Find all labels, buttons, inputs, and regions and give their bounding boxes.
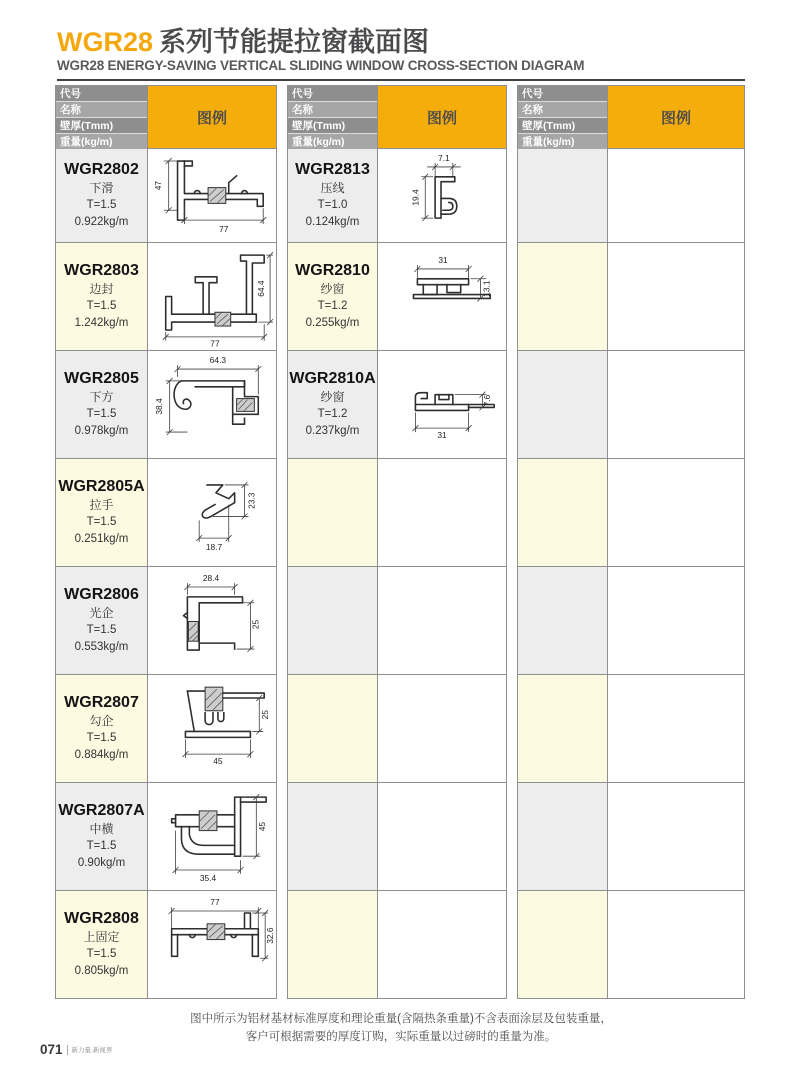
dim-width: 28.4: [202, 573, 220, 584]
profile-code: WGR2805A: [58, 478, 145, 495]
profile-name: 边封: [89, 282, 114, 296]
diagram-cell-empty: [378, 459, 506, 566]
diagram-cell: [148, 567, 276, 674]
dim-height: 25: [260, 710, 271, 720]
table-row-empty: [288, 782, 506, 890]
page-footer: [40, 1042, 112, 1057]
dim-height: 13.1: [481, 280, 492, 297]
profile-weight: 0.90kg/m: [77, 857, 126, 869]
header-name-label: 名称: [288, 102, 377, 118]
dim-width: 7.1: [438, 153, 450, 164]
label-cell-empty: [518, 243, 608, 350]
diagram-cell-empty: [608, 675, 744, 782]
header-name-label: 名称: [56, 102, 147, 118]
profile-weight: 0.255kg/m: [305, 317, 360, 329]
profile-diagram-wgr2806: [148, 567, 276, 674]
profile-thickness: T=1.0: [317, 199, 348, 211]
dim-width: 77: [219, 223, 229, 234]
profile-name: 上固定: [83, 930, 120, 944]
diagram-cell: [148, 675, 276, 782]
diagram-cell-empty: [608, 783, 744, 890]
profile-diagram-wgr2805a: [148, 459, 276, 566]
diagram-cell-empty: [608, 149, 744, 242]
header-legend-label: 图例: [378, 86, 506, 148]
profile-name: 纱窗: [320, 390, 345, 404]
label-cell: [56, 243, 148, 350]
diagram-cell-empty: [378, 567, 506, 674]
diagram-cell: [148, 243, 276, 350]
profile-weight: 0.553kg/m: [74, 641, 129, 653]
diagram-cell: [378, 243, 506, 350]
profile-name: 压线: [320, 181, 345, 195]
profile-thickness: T=1.5: [86, 948, 117, 960]
table-row-wgr2802: [56, 148, 276, 242]
profile-diagram-wgr2803: [148, 243, 276, 350]
profile-thickness: T=1.5: [86, 300, 117, 312]
profile-weight: 0.978kg/m: [74, 425, 129, 437]
diagram-cell-empty: [608, 891, 744, 998]
header-thickness-label: 壁厚(Tmm): [56, 118, 147, 134]
table2-header: [288, 86, 506, 148]
label-cell: [56, 675, 148, 782]
label-cell-empty: [518, 675, 608, 782]
table-row-empty: [288, 458, 506, 566]
table-row-wgr2813: [288, 148, 506, 242]
table3-header: [518, 86, 744, 148]
table-row-wgr2808: [56, 890, 276, 998]
dim-height: 38.4: [153, 398, 164, 415]
profile-name: 拉手: [89, 498, 114, 512]
table-row-wgr2810: [288, 242, 506, 350]
dim-height: 7.6: [482, 394, 493, 407]
label-cell-empty: [518, 351, 608, 458]
label-cell: [56, 783, 148, 890]
footer-divider: [67, 1045, 68, 1055]
profile-thickness: T=1.5: [86, 199, 117, 211]
dim-width: 31: [437, 429, 447, 440]
dim-height: 23.3: [246, 492, 257, 509]
table-row-wgr2806: [56, 566, 276, 674]
header-weight-label: 重量(kg/m): [518, 134, 607, 149]
profile-weight: 0.884kg/m: [74, 749, 129, 761]
table-row-empty: [518, 674, 744, 782]
diagram-cell-empty: [608, 351, 744, 458]
diagram-cell-empty: [608, 567, 744, 674]
diagram-cell: [378, 351, 506, 458]
diagram-cell-empty: [608, 459, 744, 566]
header-legend-label: 图例: [608, 86, 744, 148]
dim-width: 64.3: [209, 355, 227, 366]
dim-height: 32.6: [265, 927, 276, 944]
table3-header-labels: [518, 86, 608, 148]
dim-width: 31: [438, 255, 448, 266]
profile-diagram-wgr2805: [148, 351, 276, 458]
profile-code: WGR2807A: [58, 802, 145, 819]
label-cell-empty: [288, 783, 378, 890]
header-thickness-label: 壁厚(Tmm): [518, 118, 607, 134]
table-row-empty: [518, 458, 744, 566]
profile-name: 纱窗: [320, 282, 345, 296]
title-chinese: 系列节能提拉窗截面图: [159, 27, 430, 57]
profile-code: WGR2813: [295, 161, 370, 178]
profile-name: 下方: [89, 390, 114, 404]
label-cell: [56, 149, 148, 242]
label-cell-empty: [288, 459, 378, 566]
table-row-empty: [288, 890, 506, 998]
header-code-label: 代号: [288, 86, 377, 102]
profile-name: 下滑: [89, 181, 114, 195]
profile-thickness: T=1.5: [86, 516, 117, 528]
table-row-wgr2803: [56, 242, 276, 350]
profile-name: 光企: [89, 606, 114, 620]
dim-width: 35.4: [199, 872, 217, 883]
profile-name: 勾企: [89, 714, 114, 728]
profile-weight: 1.242kg/m: [74, 317, 129, 329]
profile-name: 中横: [89, 822, 114, 836]
diagram-cell: [148, 351, 276, 458]
diagram-cell: [148, 149, 276, 242]
profile-thickness: T=1.2: [317, 300, 348, 312]
header-code-label: 代号: [518, 86, 607, 102]
diagram-cell: [148, 891, 276, 998]
diagram-cell: [148, 783, 276, 890]
page-number: 071: [40, 1042, 63, 1057]
profile-table-3: [517, 85, 745, 999]
table-row-empty: [288, 566, 506, 674]
profile-code: WGR2808: [64, 910, 139, 927]
profile-code: WGR2810: [295, 262, 370, 279]
profile-diagram-wgr2810: [378, 243, 506, 350]
diagram-cell-empty: [378, 783, 506, 890]
profile-thickness: T=1.5: [86, 840, 117, 852]
header-thickness-label: 壁厚(Tmm): [288, 118, 377, 134]
diagram-cell: [148, 459, 276, 566]
header-name-label: 名称: [518, 102, 607, 118]
label-cell: [56, 459, 148, 566]
table1-header: [56, 86, 276, 148]
label-cell: [288, 149, 378, 242]
dim-width: 18.7: [205, 541, 223, 552]
header-code-label: 代号: [56, 86, 147, 102]
profile-weight: 0.124kg/m: [305, 216, 360, 228]
label-cell: [56, 891, 148, 998]
label-cell: [288, 243, 378, 350]
label-cell-empty: [288, 675, 378, 782]
dim-height: 25: [250, 619, 261, 630]
title-rule: [57, 79, 745, 81]
profile-weight: 0.237kg/m: [305, 425, 360, 437]
profile-code: WGR2803: [64, 262, 139, 279]
table-row-wgr2807: [56, 674, 276, 782]
table-row-wgr2810a: [288, 350, 506, 458]
profile-weight: 0.922kg/m: [74, 216, 129, 228]
profile-weight: 0.251kg/m: [74, 533, 129, 545]
diagram-cell-empty: [378, 675, 506, 782]
table-row-empty: [518, 566, 744, 674]
profile-table-2: [287, 85, 507, 999]
profile-thickness: T=1.2: [317, 408, 348, 420]
profile-diagram-wgr2807a: [148, 783, 276, 890]
dim-height: 19.4: [410, 189, 421, 206]
table-row-wgr2805: [56, 350, 276, 458]
profile-diagram-wgr2807: [148, 675, 276, 782]
profile-thickness: T=1.5: [86, 732, 117, 744]
profile-table-1: [55, 85, 277, 999]
label-cell: [288, 351, 378, 458]
label-cell-empty: [518, 149, 608, 242]
diagram-cell-empty: [608, 243, 744, 350]
table-row-empty: [288, 674, 506, 782]
table-row-empty: [518, 890, 744, 998]
table-row-empty: [518, 148, 744, 242]
dim-height: 45: [257, 821, 268, 832]
label-cell: [56, 351, 148, 458]
header-weight-label: 重量(kg/m): [288, 134, 377, 149]
profile-weight: 0.805kg/m: [74, 965, 129, 977]
label-cell-empty: [518, 459, 608, 566]
table-row-empty: [518, 350, 744, 458]
dim-width: 45: [213, 755, 223, 766]
title-series-code: WGR28: [57, 27, 154, 57]
profile-code: WGR2810A: [289, 370, 376, 387]
profile-code: WGR2802: [64, 161, 139, 178]
dim-width: 77: [210, 338, 220, 349]
label-cell-empty: [518, 891, 608, 998]
table2-header-labels: [288, 86, 378, 148]
header-legend-label: 图例: [148, 86, 276, 148]
profile-diagram-wgr2810a: [378, 351, 506, 458]
footer-note-line2: 客户可根据需要的厚度订购，实际重量以过磅时的重量为准。: [245, 1031, 557, 1043]
profile-thickness: T=1.5: [86, 624, 117, 636]
table-row-wgr2805a: [56, 458, 276, 566]
label-cell-empty: [518, 783, 608, 890]
dim-height: 64.4: [256, 280, 267, 297]
profile-code: WGR2806: [64, 586, 139, 603]
profile-diagram-wgr2802: [148, 149, 276, 242]
header-weight-label: 重量(kg/m): [56, 134, 147, 149]
label-cell-empty: [288, 567, 378, 674]
dim-height: 47: [152, 180, 163, 191]
profile-diagram-wgr2813: [378, 149, 506, 242]
table-row-empty: [518, 782, 744, 890]
profile-code: WGR2807: [64, 694, 139, 711]
footer-note-line1: 图中所示为铝材基材标准厚度和理论重量(含隔热条重量)不含表面涂层及包装重量，: [190, 1013, 612, 1025]
page-title: [57, 20, 429, 59]
table1-header-labels: [56, 86, 148, 148]
profile-thickness: T=1.5: [86, 408, 117, 420]
profile-diagram-wgr2808: [148, 891, 276, 998]
table-row-empty: [518, 242, 744, 350]
diagram-cell-empty: [378, 891, 506, 998]
profile-code: WGR2805: [64, 370, 139, 387]
label-cell-empty: [518, 567, 608, 674]
diagram-cell: [378, 149, 506, 242]
label-cell-empty: [288, 891, 378, 998]
table-row-wgr2807a: [56, 782, 276, 890]
label-cell: [56, 567, 148, 674]
dim-width: 77: [210, 897, 220, 908]
footer-tagline: 新力量.新视界: [71, 1047, 113, 1054]
page-subtitle: WGR28 ENERGY-SAVING VERTICAL SLIDING WINDOW CROSS-SECTION DIAGRAM: [57, 58, 585, 73]
